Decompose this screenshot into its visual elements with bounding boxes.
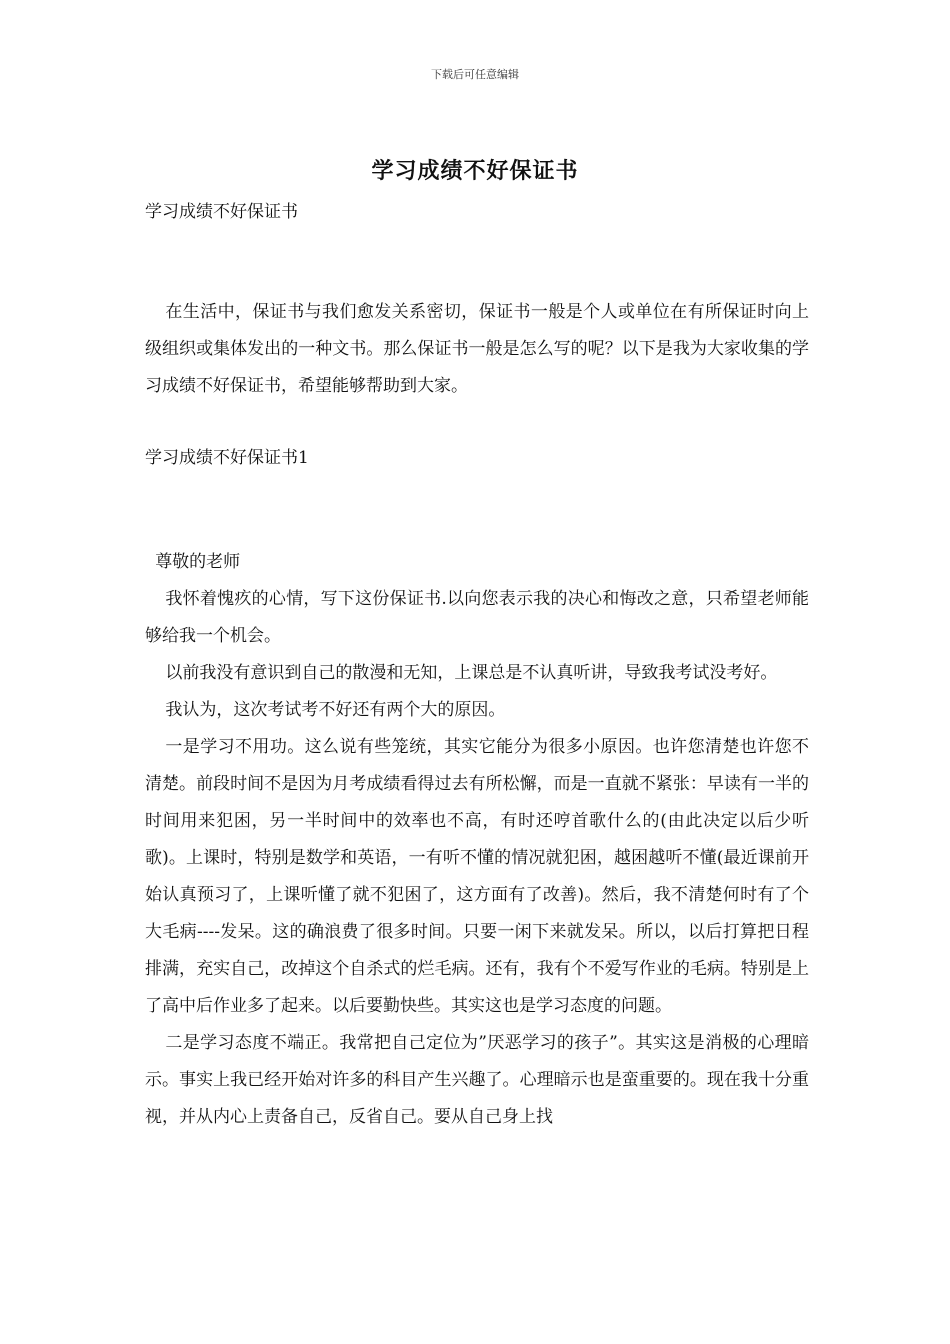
letter-paragraph: 二是学习态度不端正。我常把自己定位为”厌恶学习的孩子”。其实这是消极的心理暗示。事实上我已经开始对许多的科目产生兴趣了。心理暗示也是蛮重要的。现在我十分重视，并从内心上责备自己，反省自己。要从自己身上找	[145, 1033, 809, 1127]
letter-salutation: 尊敬的老师	[155, 552, 241, 572]
section-title-text: 学习成绩不好保证书1	[145, 448, 309, 468]
letter-body	[145, 544, 809, 1136]
intro-section	[145, 294, 809, 405]
letter-paragraph: 以前我没有意识到自己的散漫和无知，上课总是不认真听讲，导致我考试没考好。	[165, 663, 778, 683]
letter-paragraph: 我怀着愧疚的心情，写下这份保证书.以向您表示我的决心和悔改之意，只希望老师能够给我一个机会。	[145, 589, 809, 646]
intro-paragraph: 在生活中，保证书与我们愈发关系密切，保证书一般是个人或单位在有所保证时向上级组织或集体发出的一种文书。那么保证书一般是怎么写的呢？以下是我为大家收集的学习成绩不好保证书，希望能够帮助到大家。	[145, 302, 809, 396]
document-title: 学习成绩不好保证书	[371, 158, 579, 184]
letter-paragraph: 我认为，这次考试考不好还有两个大的原因。	[165, 700, 506, 720]
section-heading	[145, 440, 809, 477]
document-subtitle	[145, 194, 809, 231]
subtitle-text: 学习成绩不好保证书	[145, 202, 298, 222]
header-note: 下载后可任意编辑	[431, 68, 519, 81]
letter-paragraph: 一是学习不用功。这么说有些笼统，其实它能分为很多小原因。也许您清楚也许您不清楚。前段时间不是因为月考成绩看得过去有所松懈，而是一直就不紧张：早读有一半的时间用来犯困，另一半时间中的效率也不高，有时还哼首歌什么的(由此决定以后少听歌)。上课时，特别是数学和英语，一有听不懂的情况就犯困，越困越听不懂(最近课前开始认真预习了，上课听懂了就不犯困了，这方面有了改善)。然后，我不清楚何时有了个大毛病----发呆。这的确浪费了很多时间。只要一闲下来就发呆。所以，以后打算把日程排满，充实自己，改掉这个自杀式的烂毛病。还有，我有个不爱写作业的毛病。特别是上了高中后作业多了起来。以后要勤快些。其实这也是学习态度的问题。	[145, 737, 809, 1016]
